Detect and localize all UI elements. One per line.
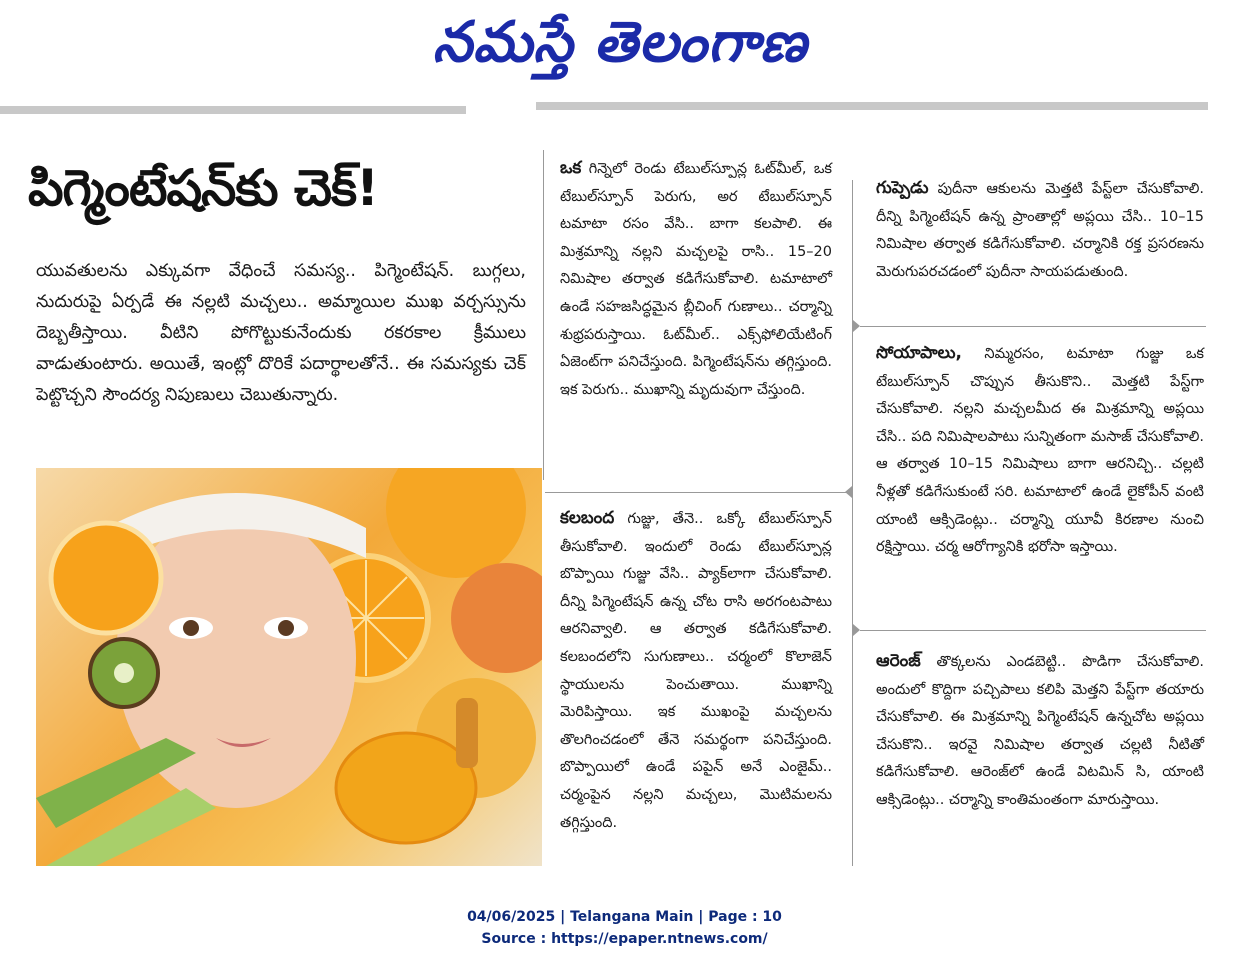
header-rule-right [536, 102, 1208, 110]
article-section-aloe [560, 505, 832, 837]
column-divider [543, 150, 544, 480]
column-divider [852, 180, 853, 866]
divider-arrow-icon [845, 486, 852, 498]
footer-source-link[interactable]: Source : https://epaper.ntnews.com/ [481, 931, 768, 947]
section-body: నిమ్మరసం, టమాటా గుజ్జు ఒక టేబుల్‌స్పూన్ చొప్పున తీసుకొని.. మెత్తటి పేస్ట్‌గా చేసుకోవాలి. నల్లని మచ్చలమీద ఈ మిశ్రమాన్ని అప్లయి చేసి.. పది నిమిషాలపాటు సున్నితంగా మసాజ్ చేసుకోవాలి. ఆ తర్వాత 10–15 నిమిషాలు బాగా ఆరనిచ్చి.. చల్లటి నీళ్లతో కడిగేసుకుంటే సరి. టమాటాలో ఉండే లైకోపీన్ వంటి యాంటి ఆక్సిడెంట్లు.. చర్మాన్ని యూవీ కిరణాల నుంచి రక్షిస్తాయి. చర్మ ఆరోగ్యానికి భరోసా ఇస్తాయి. [876, 346, 1204, 556]
section-lead: ఆరెంజ్ [876, 651, 921, 671]
section-body: గిన్నెలో రెండు టేబుల్‌స్పూన్ల ఓట్‌మీల్, ఒక టేబుల్‌స్పూన్ పెరుగు, అర టేబుల్‌స్పూన్ టమాటా రసం వేసి.. బాగా కలపాలి. ఈ మిశ్రమాన్ని నల్లని మచ్చలపై రాసి.. 15–20 నిమిషాల తర్వాత కడిగేసుకోవాలి. టమాటాలో ఉండే సహజసిద్ధమైన బ్లీచింగ్ గుణాలు.. చర్మాన్ని శుభ్రపరుస్తాయి. ఓట్‌మీల్.. ఎక్స్‌ఫోలియేటింగ్ ఏజెంట్‌గా పనిచేస్తుంది. పిగ్మెంటేషన్‌ను తగ్గిస్తుంది. ఇక పెరుగు.. ముఖాన్ని మృదువుగా చేస్తుంది. [560, 161, 832, 398]
article-intro: యువతులను ఎక్కువగా వేధించే సమస్య.. పిగ్మెంటేషన్. బుగ్గలు, నుదురుపై ఏర్పడే ఈ నల్లటి మచ్చలు.. అమ్మాయిల ముఖ వర్చస్సును దెబ్బతీస్తాయి. వీటిని పోగొట్టుకునేందుకు రకరకాల క్రీములు వాడుతుంటారు. అయితే, ఇంట్లో దొరికే పదార్థాలతోనే.. ఈ సమస్యకు చెక్ పెట్టొచ్చని సౌందర్య నిపుణులు చెబుతున్నారు. [36, 261, 526, 405]
divider-arrow-icon [853, 624, 860, 636]
article-headline: పిగ్మెంటేషన్‌కు చెక్! [28, 159, 378, 217]
section-divider [860, 326, 1206, 327]
section-body: తొక్కలను ఎండబెట్టి.. పొడిగా చేసుకోవాలి. అందులో కొద్దిగా పచ్చిపాలు కలిపి మెత్తని పేస్ట్‌గా తయారు చేసుకోవాలి. ఈ మిశ్రమాన్ని పిగ్మెంటేషన్ ఉన్నచోట అప్లయి చేసుకొని.. ఇరవై నిమిషాల తర్వాత చల్లటి నీటితో కడిగేసుకోవాలి. ఆరెంజ్‌లో ఉండే విటమిన్ సి, యాంటి ఆక్సిడెంట్లు.. చర్మాన్ని కాంతిమంతంగా మారుస్తాయి. [876, 654, 1204, 808]
newspaper-logo: నమస్తే తెలంగాణ [432, 9, 808, 75]
divider-arrow-icon [853, 320, 860, 332]
section-divider [860, 630, 1206, 631]
article-section-soymilk [876, 340, 1204, 562]
section-lead: ఒక [560, 158, 582, 178]
article-photo [36, 468, 542, 866]
article-section-oats [560, 155, 832, 404]
honey-dipper-icon [456, 698, 478, 768]
article-section-orange [876, 648, 1204, 815]
article-section-mint [876, 175, 1204, 286]
beauty-photo-illustration [36, 468, 542, 866]
page-footer [0, 906, 1249, 950]
section-body: పుదీనా ఆకులను మెత్తటి పేస్ట్‌లా చేసుకోవాలి. దీన్ని పిగ్మెంటేషన్ ఉన్న ప్రాంతాల్లో అప్లయి చేసి.. 10–15 నిమిషాల తర్వాత కడిగేసుకోవాలి. చర్మానికి రక్త ప్రసరణను మెరుగుపరచడంలో పుదీనా సాయపడుతుంది. [876, 181, 1204, 280]
section-body: గుజ్జు, తేనె.. ఒక్కో టేబుల్‌స్పూన్ తీసుకోవాలి. ఇందులో రెండు టేబుల్‌స్పూన్ల బొప్పాయి గుజ్జు వేసి.. ప్యాక్‌లాగా చేసుకోవాలి. దీన్ని పిగ్మెంటేషన్ ఉన్న చోట రాసి అరగంటపాటు ఆరనివ్వాలి. ఆ తర్వాత కడిగేసుకోవాలి. కలబందలోని సుగుణాలు.. చర్మంలో కొలాజెన్ స్థాయులను పెంచుతాయి. ముఖాన్ని మెరిపిస్తాయి. ఇక ముఖంపై మచ్చలను తొలగించడంలో తేనె సమర్థంగా పనిచేస్తుంది. బొప్పాయిలో ఉండే పపైన్ అనే ఎంజైమ్.. చర్మంపైన నల్లని మచ్చలు, మొటిమలను తగ్గిస్తుంది. [560, 511, 832, 831]
section-divider [545, 492, 851, 493]
header-rule-left [0, 106, 466, 114]
cheek-orange-slice-icon [51, 523, 161, 633]
orange-fruit-icon [386, 468, 526, 578]
peach-fruit-icon [451, 563, 542, 673]
section-lead: గుప్పెడు [876, 178, 929, 198]
section-lead: సోయాపాలు, [876, 343, 963, 363]
honey-jar-icon [336, 733, 476, 843]
footer-date-edition: 04/06/2025 | Telangana Main | Page : 10 [467, 909, 782, 925]
masthead [0, 0, 1249, 100]
section-lead: కలబంద [560, 508, 615, 528]
